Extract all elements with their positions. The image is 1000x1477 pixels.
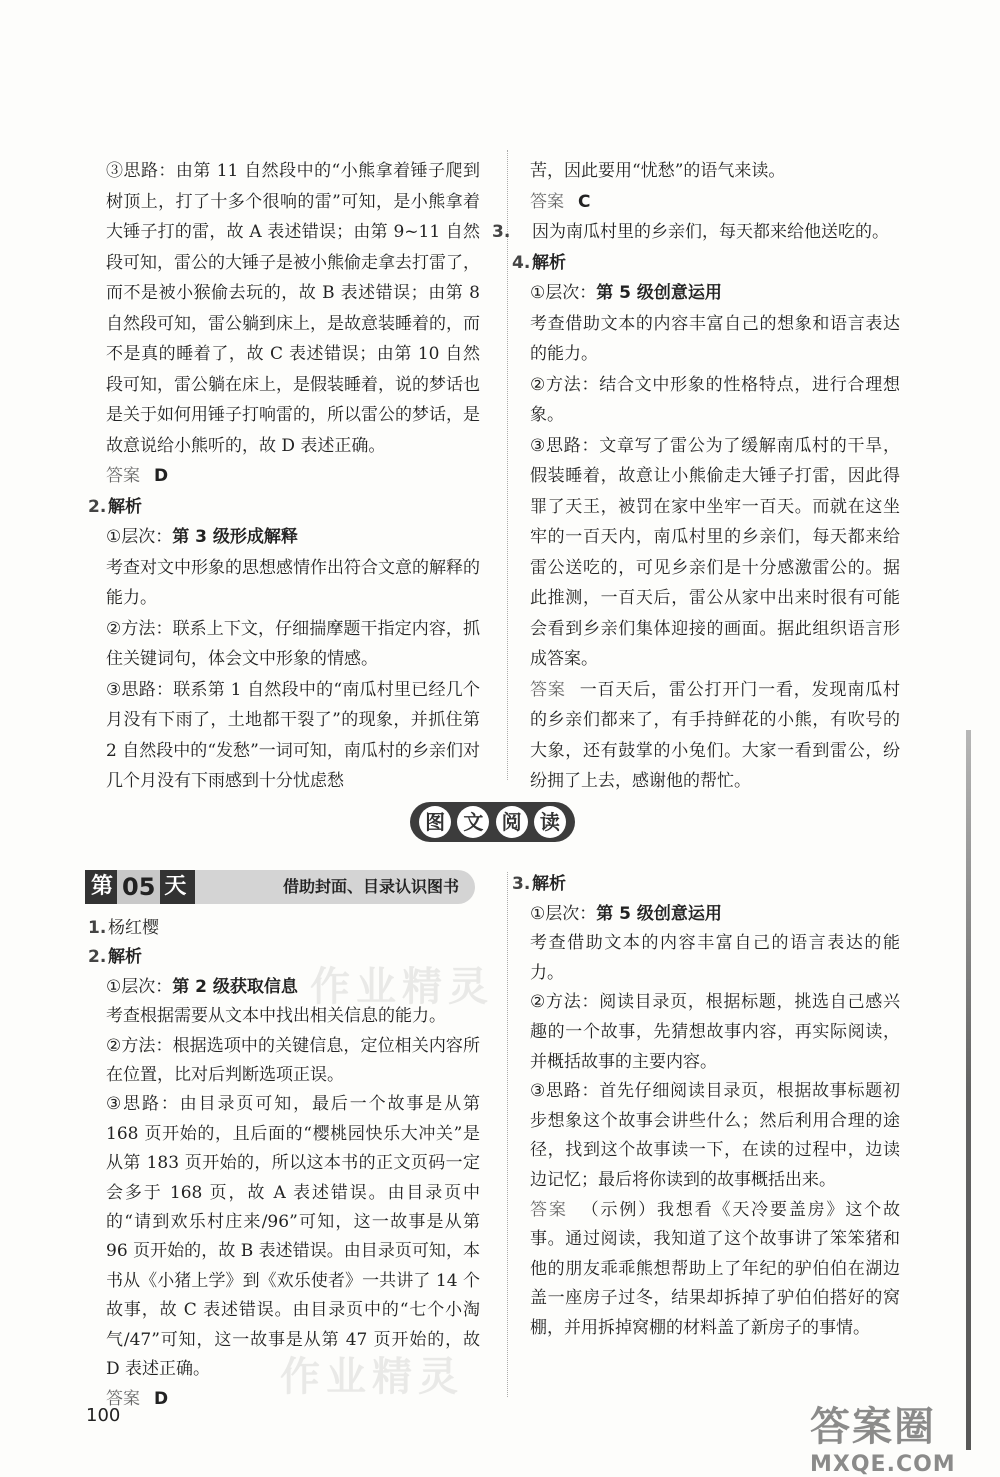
- question-number: 2.: [88, 496, 107, 517]
- idea-label: ③思路：: [530, 435, 600, 456]
- level-text: 考查借助文本的内容丰富自己的语言表达的能力。: [530, 933, 900, 983]
- section-title-char: 文: [457, 806, 489, 838]
- question-number: 4.: [512, 252, 531, 273]
- idea-text: 由目录页可知，最后一个故事是从第 168 页开始的，且后面的“樱桃园快乐大冲关”是从第 183 页开始的，所以这本书的正文页码一定会多于 168 页，故 A 表述错误。由目录页中的“请到欢乐村庄来/96”可知，这一故事是从第 96 页开始的，故 B 表述错误。由目录页可知，本书从《小猪上学》到《欢乐使者》一共讲了 14 个故事，故 C 表述错误。由目录页中的“七个小淘气/47”可知，这一故事是从第 47 页开始的，故 D 表述正确。: [106, 1094, 481, 1380]
- watermark-text: 作业精灵: [310, 964, 494, 1010]
- idea-label: ③思路：: [106, 1094, 180, 1115]
- question-1: [88, 914, 480, 943]
- question-3-heading: [512, 870, 900, 900]
- analysis-paragraph: ③思路：由第 11 自然段中的“小熊拿着锤子爬到树顶上，打了十多个很响的雷”可知，是小熊拿着大锤子打的雷，故 A 表述错误；由第 9~11 自然段可知，雷公的大锤子是被小熊偷走拿去打雷了，而不是被小猴偷去玩的，故 B 表述错误；由第 8 自然段可知，雷公躺到床上，是故意装睡着的，而不是真的睡着了，故 C 表述错误；由第 10 自然段可知，雷公躺在床上，是假装睡着，说的梦话也是关于如何用锤子打响雷的，所以雷公的梦话，是故意说给小熊听的，故 D 表述正确。: [106, 161, 480, 456]
- day-prefix: 第: [91, 874, 114, 899]
- level-line: [512, 900, 900, 930]
- question-number: 3.: [492, 222, 511, 242]
- page-edge-shadow: [966, 730, 971, 1450]
- watermark-logo: [810, 1395, 956, 1477]
- answer-paragraph: [512, 1196, 900, 1344]
- continued-text: 苦，因此要用“忧愁”的语气来读。: [530, 161, 786, 181]
- level-value: 第 5 级创意运用: [596, 283, 722, 303]
- method-text: 根据选项中的关键信息，定位相关内容所在位置，比对后判断选项正误。: [106, 1035, 480, 1086]
- watermark-text: 作业精灵: [280, 1354, 464, 1400]
- method-text: 结合文中形象的性格特点，进行合理想象。: [530, 374, 901, 425]
- bottom-right-column: [512, 870, 900, 1344]
- answer-text: （示例）我想看《天冷要盖房》这个故事。通过阅读，我知道了这个故事讲了笨笨猪和他的朋友乖乖熊想帮助上了年纪的驴伯伯在湖边盖一座房子过冬，结果却拆掉了驴伯伯搭好的窝棚，并用拆掉窝棚的材料盖了新房子的事情。: [530, 1199, 901, 1338]
- answer-label: 答案: [530, 191, 564, 212]
- question-4-heading: [512, 248, 900, 279]
- analysis-heading: 解析: [532, 874, 566, 894]
- question-number: 2.: [88, 947, 107, 968]
- answer-label: 答案: [530, 1199, 568, 1220]
- method-text: 联系上下文，仔细揣摩题干指定内容，抓住关键词句，体会文中形象的情感。: [106, 618, 480, 669]
- method-line: [512, 370, 900, 431]
- answer-value: D: [154, 1388, 169, 1409]
- answer-text: 一百天后，雷公打开门一看，发现南瓜村的乡亲们都来了，有手持鲜花的小熊，有吹号的大象，还有鼓掌的小兔们。大家一看到雷公，纷纷拥了上去，感谢他的帮忙。: [530, 679, 901, 791]
- method-label: ②方法：: [530, 992, 600, 1013]
- level-value: 第 3 级形成解释: [172, 527, 298, 547]
- level-text: 考查借助文本的内容丰富自己的想象和语言表达的能力。: [530, 313, 900, 364]
- page-number: 100: [86, 1405, 121, 1426]
- analysis-heading: 解析: [532, 252, 566, 273]
- level-label: ①层次：: [530, 903, 597, 924]
- question-number: 3.: [512, 874, 531, 894]
- idea-label: ③思路：: [530, 1081, 600, 1102]
- question-3: [492, 217, 900, 248]
- level-text: 考查根据需要从文本中找出相关信息的能力。: [106, 1006, 446, 1027]
- answer-label: 答案: [106, 1388, 140, 1409]
- method-line: [512, 988, 900, 1077]
- idea-text: 首先仔细阅读目录页，根据故事标题初步想象这个故事会讲些什么；然后利用合理的途径，找到这个故事读一下，在读的过程中，边读边记忆；最后将你读到的故事概括出来。: [530, 1081, 901, 1190]
- day-label: [85, 870, 195, 904]
- question-3-text: 因为南瓜村里的乡亲们，每天都来给他送吃的。: [532, 222, 889, 242]
- question-1-answer: 杨红樱: [108, 918, 159, 938]
- analysis-heading: 解析: [108, 496, 142, 517]
- method-label: ②方法：: [106, 1035, 173, 1056]
- idea-text: 文章写了雷公为了缓解南瓜村的干旱，假装睡着，故意让小熊偷走大锤子打雷，因此得罪了天王，被罚在家中坐牢一百天。而就在这坐牢的一百天内，南瓜村里的乡亲们，每天都来给雷公送吃的，可见乡亲们是十分感激雷公的。据此推测，一百天后，雷公从家中出来时很有可能会看到乡亲们集体迎接的画面。据此组织语言形成答案。: [530, 435, 901, 669]
- top-right-column: [492, 156, 901, 797]
- idea-label: ③思路：: [106, 679, 174, 700]
- method-line: [88, 614, 480, 675]
- level-value: 第 2 级获取信息: [172, 976, 298, 997]
- answer-paragraph: [512, 675, 900, 797]
- question-number: 1.: [88, 918, 107, 938]
- watermark-logo-url: MXQE.COM: [810, 1452, 956, 1477]
- answer-line: [512, 187, 900, 218]
- method-line: [88, 1032, 480, 1091]
- idea-line: [512, 431, 900, 675]
- column-divider: [507, 872, 508, 1397]
- level-line: [88, 522, 480, 553]
- level-value: 第 5 级创意运用: [596, 903, 722, 924]
- level-label: ①层次：: [530, 283, 597, 303]
- idea-line: [88, 1090, 480, 1384]
- answer-label: 答案: [106, 466, 140, 486]
- section-title-badge: [410, 802, 575, 842]
- day-title: 借助封面、目录认识图书: [282, 877, 459, 896]
- level-label: ①层次：: [106, 527, 173, 547]
- day-banner: [85, 870, 475, 904]
- idea-line: [88, 675, 480, 797]
- answer-value: C: [578, 191, 591, 212]
- section-title-char: 阅: [496, 806, 528, 838]
- level-label: ①层次：: [106, 976, 173, 997]
- analysis-heading: 解析: [108, 947, 142, 968]
- watermark-logo-title: 答案圈: [810, 1404, 936, 1450]
- day-suffix: 天: [164, 874, 187, 899]
- section-title-char: 读: [534, 806, 566, 838]
- answer-value: D: [154, 466, 169, 486]
- answer-label: 答案: [530, 679, 566, 700]
- idea-line: [512, 1077, 900, 1195]
- method-label: ②方法：: [530, 374, 600, 395]
- answer-line: [88, 461, 480, 492]
- level-line: [512, 278, 900, 309]
- method-text: 阅读目录页，根据标题，挑选自己感兴趣的一个故事，先猜想故事内容，再实际阅读，并概括故事的主要内容。: [530, 992, 901, 1072]
- section-title-char: 图: [419, 806, 451, 838]
- method-label: ②方法：: [106, 618, 173, 639]
- idea-text: 联系第 1 自然段中的“南瓜村里已经几个月没有下雨了，土地都干裂了”的现象，并抓住第 2 自然段中的“发愁”一词可知，南瓜村的乡亲们对几个月没有下雨感到十分忧虑愁: [106, 679, 480, 791]
- question-2-heading: [88, 492, 480, 523]
- top-left-column: [88, 156, 480, 797]
- day-number: 05: [117, 870, 160, 904]
- level-text: 考查对文中形象的思想感情作出符合文意的解释的能力。: [106, 557, 480, 608]
